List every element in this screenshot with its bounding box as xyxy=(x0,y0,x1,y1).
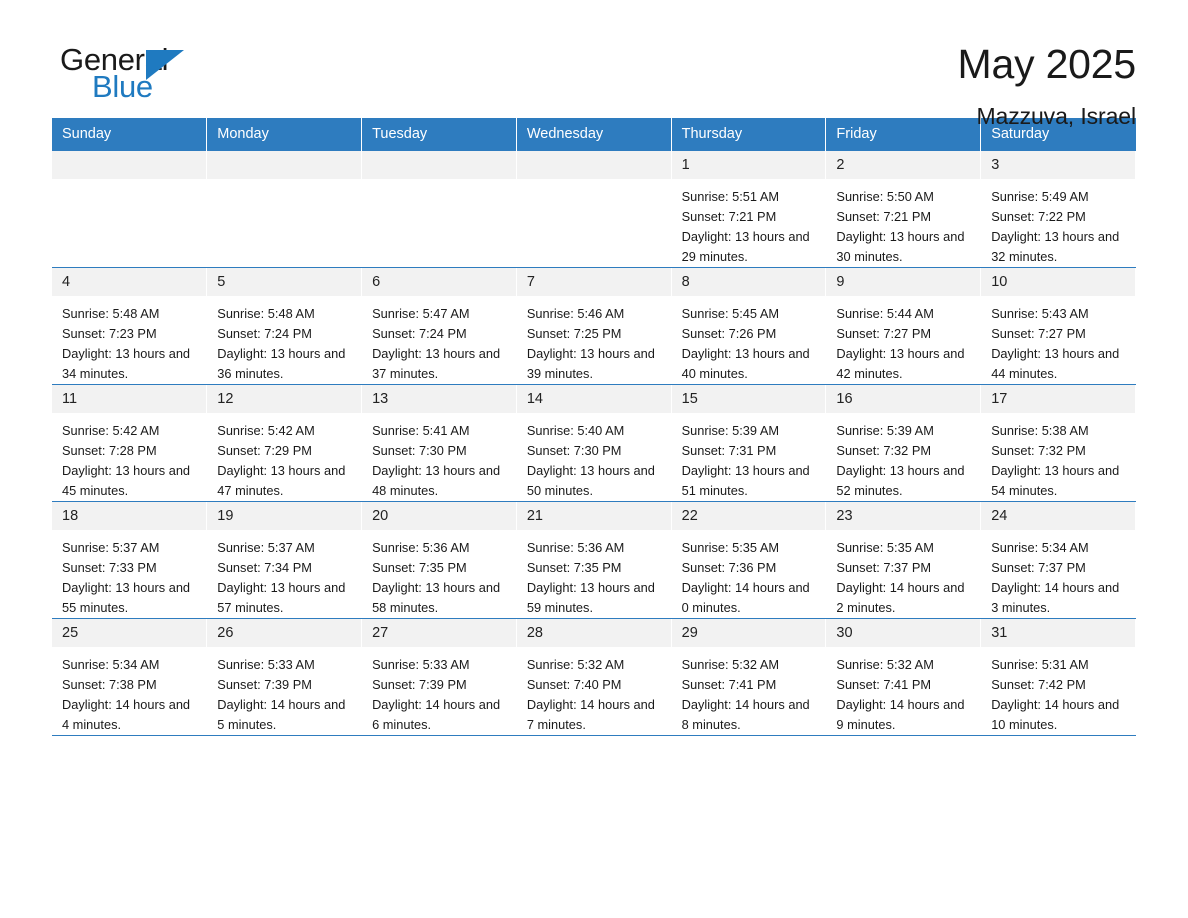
calendar-day-cell xyxy=(362,502,517,619)
day-details xyxy=(362,647,516,735)
day-details xyxy=(517,647,671,735)
sunrise-text: Sunrise: 5:36 AM xyxy=(526,540,625,555)
day-details xyxy=(207,296,361,384)
daylight-text: Daylight: 14 hours and 10 minutes. xyxy=(991,697,1120,732)
calendar-day-cell xyxy=(981,619,1136,736)
sunrise-text: Sunrise: 5:50 AM xyxy=(836,189,934,204)
calendar-day-cell xyxy=(362,619,517,736)
daylight-text: Daylight: 13 hours and 52 minutes. xyxy=(836,463,965,498)
day-details xyxy=(207,530,361,618)
day-details xyxy=(52,530,206,618)
daylight-text: Daylight: 14 hours and 5 minutes. xyxy=(217,697,346,732)
calendar-day-cell xyxy=(52,502,207,619)
day-number: 6 xyxy=(362,268,516,296)
page-title: May 2025 xyxy=(957,41,1136,87)
day-details xyxy=(981,647,1135,735)
sunrise-text: Sunrise: 5:34 AM xyxy=(62,657,160,672)
weekday-header-wednesday: Wednesday xyxy=(516,118,671,151)
daylight-text: Daylight: 14 hours and 7 minutes. xyxy=(526,697,655,732)
sunset-text: Sunset: 7:33 PM xyxy=(62,560,157,575)
day-details xyxy=(52,413,206,501)
sunset-text: Sunset: 7:36 PM xyxy=(681,560,777,575)
day-details xyxy=(826,179,980,267)
calendar-day-cell xyxy=(671,268,826,385)
sunrise-text: Sunrise: 5:35 AM xyxy=(836,540,934,555)
day-details xyxy=(672,647,826,735)
calendar-week-row xyxy=(52,385,1136,502)
sunrise-text: Sunrise: 5:43 AM xyxy=(991,306,1089,321)
day-details xyxy=(672,413,826,501)
calendar-day-cell xyxy=(207,502,362,619)
sunset-text: Sunset: 7:29 PM xyxy=(217,443,312,458)
daylight-text: Daylight: 13 hours and 34 minutes. xyxy=(62,346,191,381)
day-details xyxy=(517,413,671,501)
sunset-text: Sunset: 7:26 PM xyxy=(681,326,777,341)
calendar-day-cell xyxy=(207,268,362,385)
day-number: 12 xyxy=(207,385,361,413)
calendar-day-cell xyxy=(671,151,826,268)
day-details xyxy=(826,530,980,618)
calendar-day-cell-empty xyxy=(362,151,517,268)
day-number: 4 xyxy=(52,268,206,296)
sunset-text: Sunset: 7:32 PM xyxy=(991,443,1086,458)
sunset-text: Sunset: 7:39 PM xyxy=(217,677,312,692)
daylight-text: Daylight: 13 hours and 36 minutes. xyxy=(217,346,346,381)
sunrise-text: Sunrise: 5:44 AM xyxy=(836,306,934,321)
day-number: 3 xyxy=(981,151,1135,179)
sunrise-text: Sunrise: 5:34 AM xyxy=(991,540,1089,555)
calendar-day-cell xyxy=(826,268,981,385)
logo-triangle-icon xyxy=(146,50,184,80)
location-label: Mazzuva, Israel xyxy=(976,103,1136,129)
daylight-text: Daylight: 13 hours and 30 minutes. xyxy=(836,229,965,264)
sunset-text: Sunset: 7:27 PM xyxy=(836,326,932,341)
day-number: 20 xyxy=(362,502,516,530)
sunset-text: Sunset: 7:27 PM xyxy=(991,326,1086,341)
sunset-text: Sunset: 7:25 PM xyxy=(526,326,622,341)
calendar-day-cell xyxy=(671,502,826,619)
logo-text-general: General xyxy=(60,42,169,77)
day-number: 30 xyxy=(826,619,980,647)
day-number: 26 xyxy=(207,619,361,647)
daylight-text: Daylight: 13 hours and 55 minutes. xyxy=(62,580,191,615)
sunset-text: Sunset: 7:28 PM xyxy=(62,443,157,458)
sunrise-text: Sunrise: 5:36 AM xyxy=(372,540,470,555)
sunset-text: Sunset: 7:37 PM xyxy=(991,560,1086,575)
day-details xyxy=(981,296,1135,384)
general-blue-logo xyxy=(52,44,168,102)
calendar-day-cell xyxy=(362,268,517,385)
calendar-day-cell xyxy=(52,268,207,385)
day-number xyxy=(362,151,516,179)
sunrise-text: Sunrise: 5:39 AM xyxy=(681,423,780,438)
daylight-text: Daylight: 14 hours and 8 minutes. xyxy=(681,697,810,732)
calendar-week-row xyxy=(52,268,1136,385)
daylight-text: Daylight: 13 hours and 29 minutes. xyxy=(681,229,810,264)
calendar-day-cell xyxy=(826,619,981,736)
sunset-text: Sunset: 7:31 PM xyxy=(681,443,777,458)
sunrise-text: Sunrise: 5:45 AM xyxy=(681,306,780,321)
day-number: 7 xyxy=(517,268,671,296)
daylight-text: Daylight: 14 hours and 6 minutes. xyxy=(372,697,501,732)
sunset-text: Sunset: 7:21 PM xyxy=(836,209,932,224)
sunset-text: Sunset: 7:24 PM xyxy=(217,326,312,341)
sunrise-text: Sunrise: 5:32 AM xyxy=(681,657,780,672)
day-number: 13 xyxy=(362,385,516,413)
daylight-text: Daylight: 13 hours and 54 minutes. xyxy=(991,463,1120,498)
day-number xyxy=(517,151,671,179)
weekday-header-tuesday: Tuesday xyxy=(362,118,517,151)
sunrise-text: Sunrise: 5:38 AM xyxy=(991,423,1089,438)
daylight-text: Daylight: 13 hours and 45 minutes. xyxy=(62,463,191,498)
day-number: 5 xyxy=(207,268,361,296)
calendar-day-cell xyxy=(52,619,207,736)
day-number: 17 xyxy=(981,385,1135,413)
calendar-week-row xyxy=(52,502,1136,619)
day-details xyxy=(362,413,516,501)
day-number: 29 xyxy=(672,619,826,647)
daylight-text: Daylight: 14 hours and 0 minutes. xyxy=(681,580,810,615)
day-number xyxy=(207,151,361,179)
calendar-day-cell xyxy=(981,502,1136,619)
day-details xyxy=(826,413,980,501)
day-number: 14 xyxy=(517,385,671,413)
sunrise-text: Sunrise: 5:42 AM xyxy=(217,423,315,438)
logo-text-blue: Blue xyxy=(92,69,153,104)
sunset-text: Sunset: 7:21 PM xyxy=(681,209,777,224)
calendar-day-cell xyxy=(52,385,207,502)
day-number: 27 xyxy=(362,619,516,647)
day-number: 19 xyxy=(207,502,361,530)
calendar-week-row xyxy=(52,619,1136,736)
day-details xyxy=(207,413,361,501)
day-details xyxy=(207,647,361,735)
calendar-day-cell-empty xyxy=(52,151,207,268)
sunrise-text: Sunrise: 5:47 AM xyxy=(372,306,470,321)
sunset-text: Sunset: 7:35 PM xyxy=(372,560,467,575)
sunset-text: Sunset: 7:40 PM xyxy=(526,677,622,692)
sunset-text: Sunset: 7:35 PM xyxy=(526,560,622,575)
sun-times-calendar xyxy=(52,118,1136,736)
sunset-text: Sunset: 7:22 PM xyxy=(991,209,1086,224)
day-details xyxy=(981,530,1135,618)
calendar-day-cell xyxy=(981,385,1136,502)
sunrise-text: Sunrise: 5:48 AM xyxy=(62,306,160,321)
sunrise-text: Sunrise: 5:37 AM xyxy=(217,540,315,555)
daylight-text: Daylight: 13 hours and 51 minutes. xyxy=(681,463,810,498)
day-number: 16 xyxy=(826,385,980,413)
sunset-text: Sunset: 7:24 PM xyxy=(372,326,467,341)
daylight-text: Daylight: 13 hours and 59 minutes. xyxy=(526,580,655,615)
calendar-day-cell xyxy=(362,385,517,502)
day-number: 22 xyxy=(672,502,826,530)
sunset-text: Sunset: 7:32 PM xyxy=(836,443,932,458)
day-details xyxy=(52,647,206,735)
weekday-header-monday: Monday xyxy=(207,118,362,151)
page-header xyxy=(52,0,1136,129)
daylight-text: Daylight: 13 hours and 48 minutes. xyxy=(372,463,501,498)
day-number: 2 xyxy=(826,151,980,179)
day-details xyxy=(672,296,826,384)
sunrise-text: Sunrise: 5:40 AM xyxy=(526,423,625,438)
day-number: 15 xyxy=(672,385,826,413)
day-details xyxy=(826,296,980,384)
calendar-day-cell xyxy=(516,502,671,619)
day-details xyxy=(517,296,671,384)
sunrise-text: Sunrise: 5:51 AM xyxy=(681,189,780,204)
sunrise-text: Sunrise: 5:32 AM xyxy=(526,657,625,672)
calendar-day-cell xyxy=(671,385,826,502)
sunset-text: Sunset: 7:23 PM xyxy=(62,326,157,341)
calendar-day-cell-empty xyxy=(207,151,362,268)
sunrise-text: Sunrise: 5:32 AM xyxy=(836,657,934,672)
sunset-text: Sunset: 7:41 PM xyxy=(836,677,932,692)
sunrise-text: Sunrise: 5:33 AM xyxy=(217,657,315,672)
calendar-day-cell xyxy=(826,385,981,502)
calendar-day-cell-empty xyxy=(516,151,671,268)
sunset-text: Sunset: 7:42 PM xyxy=(991,677,1086,692)
calendar-day-cell xyxy=(981,151,1136,268)
day-number: 23 xyxy=(826,502,980,530)
sunrise-text: Sunrise: 5:48 AM xyxy=(217,306,315,321)
day-number: 18 xyxy=(52,502,206,530)
sunrise-text: Sunrise: 5:35 AM xyxy=(681,540,780,555)
weekday-header-friday: Friday xyxy=(826,118,981,151)
calendar-week-row xyxy=(52,151,1136,268)
calendar-day-cell xyxy=(516,385,671,502)
daylight-text: Daylight: 14 hours and 3 minutes. xyxy=(991,580,1120,615)
daylight-text: Daylight: 13 hours and 50 minutes. xyxy=(526,463,655,498)
day-number: 10 xyxy=(981,268,1135,296)
calendar-day-cell xyxy=(826,502,981,619)
weekday-header-thursday: Thursday xyxy=(671,118,826,151)
sunrise-text: Sunrise: 5:39 AM xyxy=(836,423,934,438)
daylight-text: Daylight: 14 hours and 4 minutes. xyxy=(62,697,191,732)
day-number: 21 xyxy=(517,502,671,530)
day-number: 24 xyxy=(981,502,1135,530)
daylight-text: Daylight: 13 hours and 44 minutes. xyxy=(991,346,1120,381)
weekday-header-saturday: Saturday xyxy=(981,118,1136,151)
day-number: 11 xyxy=(52,385,206,413)
daylight-text: Daylight: 13 hours and 40 minutes. xyxy=(681,346,810,381)
day-number: 31 xyxy=(981,619,1135,647)
calendar-day-cell xyxy=(207,619,362,736)
daylight-text: Daylight: 13 hours and 47 minutes. xyxy=(217,463,346,498)
day-details xyxy=(517,530,671,618)
sunrise-text: Sunrise: 5:41 AM xyxy=(372,423,470,438)
sunrise-text: Sunrise: 5:42 AM xyxy=(62,423,160,438)
calendar-day-cell xyxy=(826,151,981,268)
day-number: 1 xyxy=(672,151,826,179)
day-number xyxy=(52,151,206,179)
sunset-text: Sunset: 7:38 PM xyxy=(62,677,157,692)
day-details xyxy=(981,179,1135,267)
calendar-body xyxy=(52,151,1136,736)
calendar-day-cell xyxy=(671,619,826,736)
calendar-day-cell xyxy=(981,268,1136,385)
daylight-text: Daylight: 14 hours and 9 minutes. xyxy=(836,697,965,732)
day-details xyxy=(672,530,826,618)
daylight-text: Daylight: 13 hours and 58 minutes. xyxy=(372,580,501,615)
calendar-day-cell xyxy=(516,268,671,385)
day-details xyxy=(52,296,206,384)
daylight-text: Daylight: 13 hours and 32 minutes. xyxy=(991,229,1120,264)
sunrise-text: Sunrise: 5:49 AM xyxy=(991,189,1089,204)
day-number: 28 xyxy=(517,619,671,647)
day-number: 9 xyxy=(826,268,980,296)
daylight-text: Daylight: 13 hours and 37 minutes. xyxy=(372,346,501,381)
day-details xyxy=(826,647,980,735)
sunrise-text: Sunrise: 5:33 AM xyxy=(372,657,470,672)
day-number: 25 xyxy=(52,619,206,647)
title-block xyxy=(957,41,1136,130)
day-details xyxy=(362,530,516,618)
daylight-text: Daylight: 14 hours and 2 minutes. xyxy=(836,580,965,615)
day-details xyxy=(362,296,516,384)
sunset-text: Sunset: 7:37 PM xyxy=(836,560,932,575)
sunrise-text: Sunrise: 5:37 AM xyxy=(62,540,160,555)
weekday-header-sunday: Sunday xyxy=(52,118,207,151)
day-number: 8 xyxy=(672,268,826,296)
daylight-text: Daylight: 13 hours and 39 minutes. xyxy=(526,346,655,381)
daylight-text: Daylight: 13 hours and 57 minutes. xyxy=(217,580,346,615)
sunset-text: Sunset: 7:39 PM xyxy=(372,677,467,692)
sunset-text: Sunset: 7:34 PM xyxy=(217,560,312,575)
calendar-day-cell xyxy=(516,619,671,736)
sunset-text: Sunset: 7:41 PM xyxy=(681,677,777,692)
calendar-day-cell xyxy=(207,385,362,502)
day-details xyxy=(981,413,1135,501)
sunset-text: Sunset: 7:30 PM xyxy=(526,443,622,458)
sunrise-text: Sunrise: 5:31 AM xyxy=(991,657,1089,672)
daylight-text: Daylight: 13 hours and 42 minutes. xyxy=(836,346,965,381)
sunset-text: Sunset: 7:30 PM xyxy=(372,443,467,458)
day-details xyxy=(672,179,826,267)
sunrise-text: Sunrise: 5:46 AM xyxy=(526,306,625,321)
